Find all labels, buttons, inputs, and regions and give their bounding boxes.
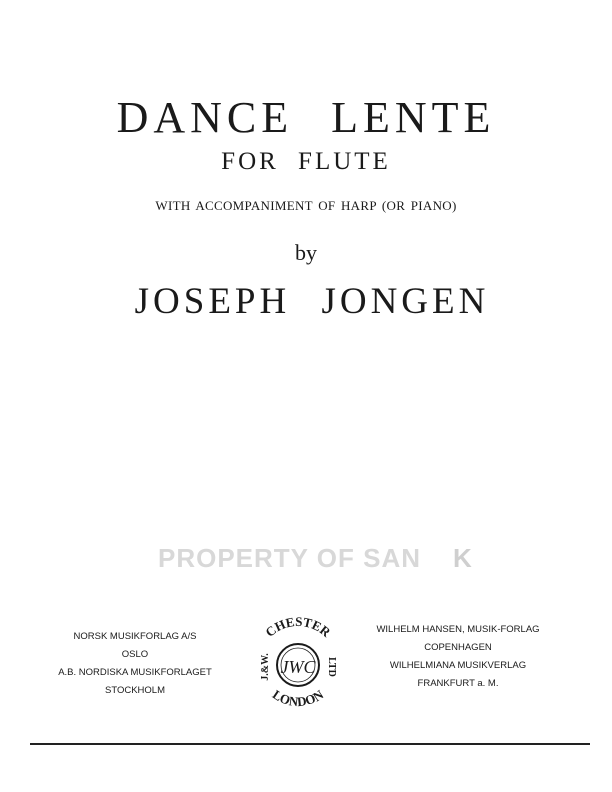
by-line: by bbox=[295, 240, 317, 265]
seal-monogram: JWC bbox=[280, 657, 316, 677]
bottom-rule bbox=[30, 743, 590, 745]
title: DANCE LENTE bbox=[116, 93, 496, 142]
svg-text:LONDON bbox=[270, 686, 327, 709]
publisher-city: STOCKHOLM bbox=[104, 685, 165, 696]
accompaniment-line: WITH ACCOMPANIMENT OF HARP (OR PIANO) bbox=[155, 198, 457, 213]
faint-ownership-stamp-end: K bbox=[453, 543, 472, 573]
publisher-city: COPENHAGEN bbox=[424, 642, 492, 653]
publisher-name: A.B. NORDISKA MUSIKFORLAGET bbox=[58, 667, 212, 678]
seal-bottom-text: LONDON bbox=[269, 686, 327, 710]
publisher-name: WILHELM HANSEN, MUSIK-FORLAG bbox=[376, 624, 540, 635]
publisher-city: OSLO bbox=[121, 649, 149, 660]
seal-right-text: LTD bbox=[326, 657, 337, 677]
faint-ownership-stamp: PROPERTY OF SAN bbox=[158, 543, 422, 573]
svg-text:CHESTER bbox=[262, 614, 334, 640]
seal-left-text: J.&W. bbox=[260, 653, 271, 681]
publisher-city: FRANKFURT a. M. bbox=[417, 678, 499, 689]
publisher-block-left bbox=[40, 628, 230, 700]
publisher-block-right bbox=[358, 621, 558, 693]
publisher-name: NORSK MUSIKFORLAG A/S bbox=[73, 631, 197, 642]
subtitle: FOR FLUTE bbox=[221, 148, 391, 175]
composer-name: JOSEPH JONGEN bbox=[134, 281, 490, 322]
publisher-name: WILHELMIANA MUSIKVERLAG bbox=[389, 660, 527, 671]
chester-seal-logo bbox=[245, 612, 351, 718]
seal-top-text: CHESTER bbox=[262, 613, 334, 640]
